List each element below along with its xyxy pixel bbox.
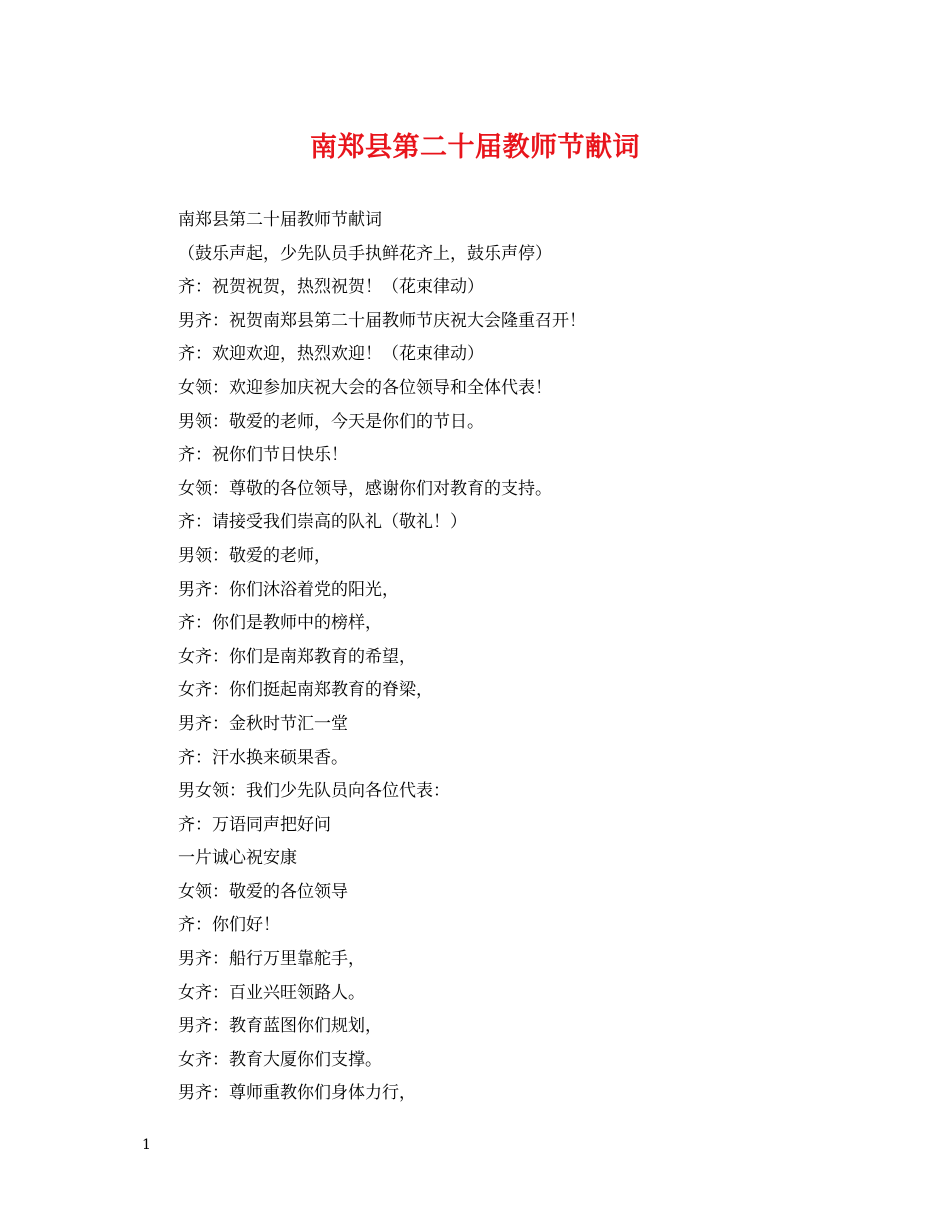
text-line: 齐：欢迎欢迎，热烈欢迎！（花束律动） [178,344,484,365]
document-body [178,204,838,1111]
text-line: （鼓乐声起，少先队员手执鲜花齐上，鼓乐声停） [178,243,552,264]
document-title: 南郑县第二十届教师节献词 [310,132,640,163]
page-number: 1 [142,1137,151,1153]
text-line: 齐：你们是教师中的榜样， [178,613,382,634]
text-line: 一片诚心祝安康 [178,848,297,869]
text-line: 女齐：百业兴旺领路人。 [178,982,365,1003]
text-line: 男领：敬爱的老师，今天是你们的节日。 [178,411,484,432]
text-line: 男齐：你们沐浴着党的阳光， [178,579,399,600]
text-line: 女领：敬爱的各位领导 [178,881,348,902]
text-line: 齐：汗水换来硕果香。 [178,747,348,768]
text-line: 女齐：教育大厦你们支撑。 [178,1049,382,1070]
text-line: 南郑县第二十届教师节献词 [178,210,382,230]
text-line: 齐：万语同声把好问 [178,814,331,835]
text-line: 齐：请接受我们崇高的队礼（敬礼！） [178,512,467,533]
text-line: 男齐：船行万里靠舵手， [178,949,365,970]
text-line: 齐：你们好！ [178,915,280,936]
text-line: 女齐：你们挺起南郑教育的脊梁， [178,680,433,701]
text-line: 齐：祝你们节日快乐！ [178,445,348,466]
text-line: 男领：敬爱的老师， [178,545,331,566]
text-line: 男齐：教育蓝图你们规划， [178,1016,382,1037]
text-line: 女领：欢迎参加庆祝大会的各位领导和全体代表！ [178,377,552,398]
text-line: 女领：尊敬的各位领导，感谢你们对教育的支持。 [178,478,552,499]
text-line: 男齐：尊师重教你们身体力行， [178,1083,416,1104]
text-line: 男女领：我们少先队员向各位代表： [178,781,450,802]
text-line: 女齐：你们是南郑教育的希望， [178,646,416,667]
text-line: 男齐：祝贺南郑县第二十届教师节庆祝大会隆重召开！ [178,310,586,331]
text-line: 齐：祝贺祝贺，热烈祝贺！（花束律动） [178,277,484,298]
text-line: 男齐：金秋时节汇一堂 [178,713,348,734]
